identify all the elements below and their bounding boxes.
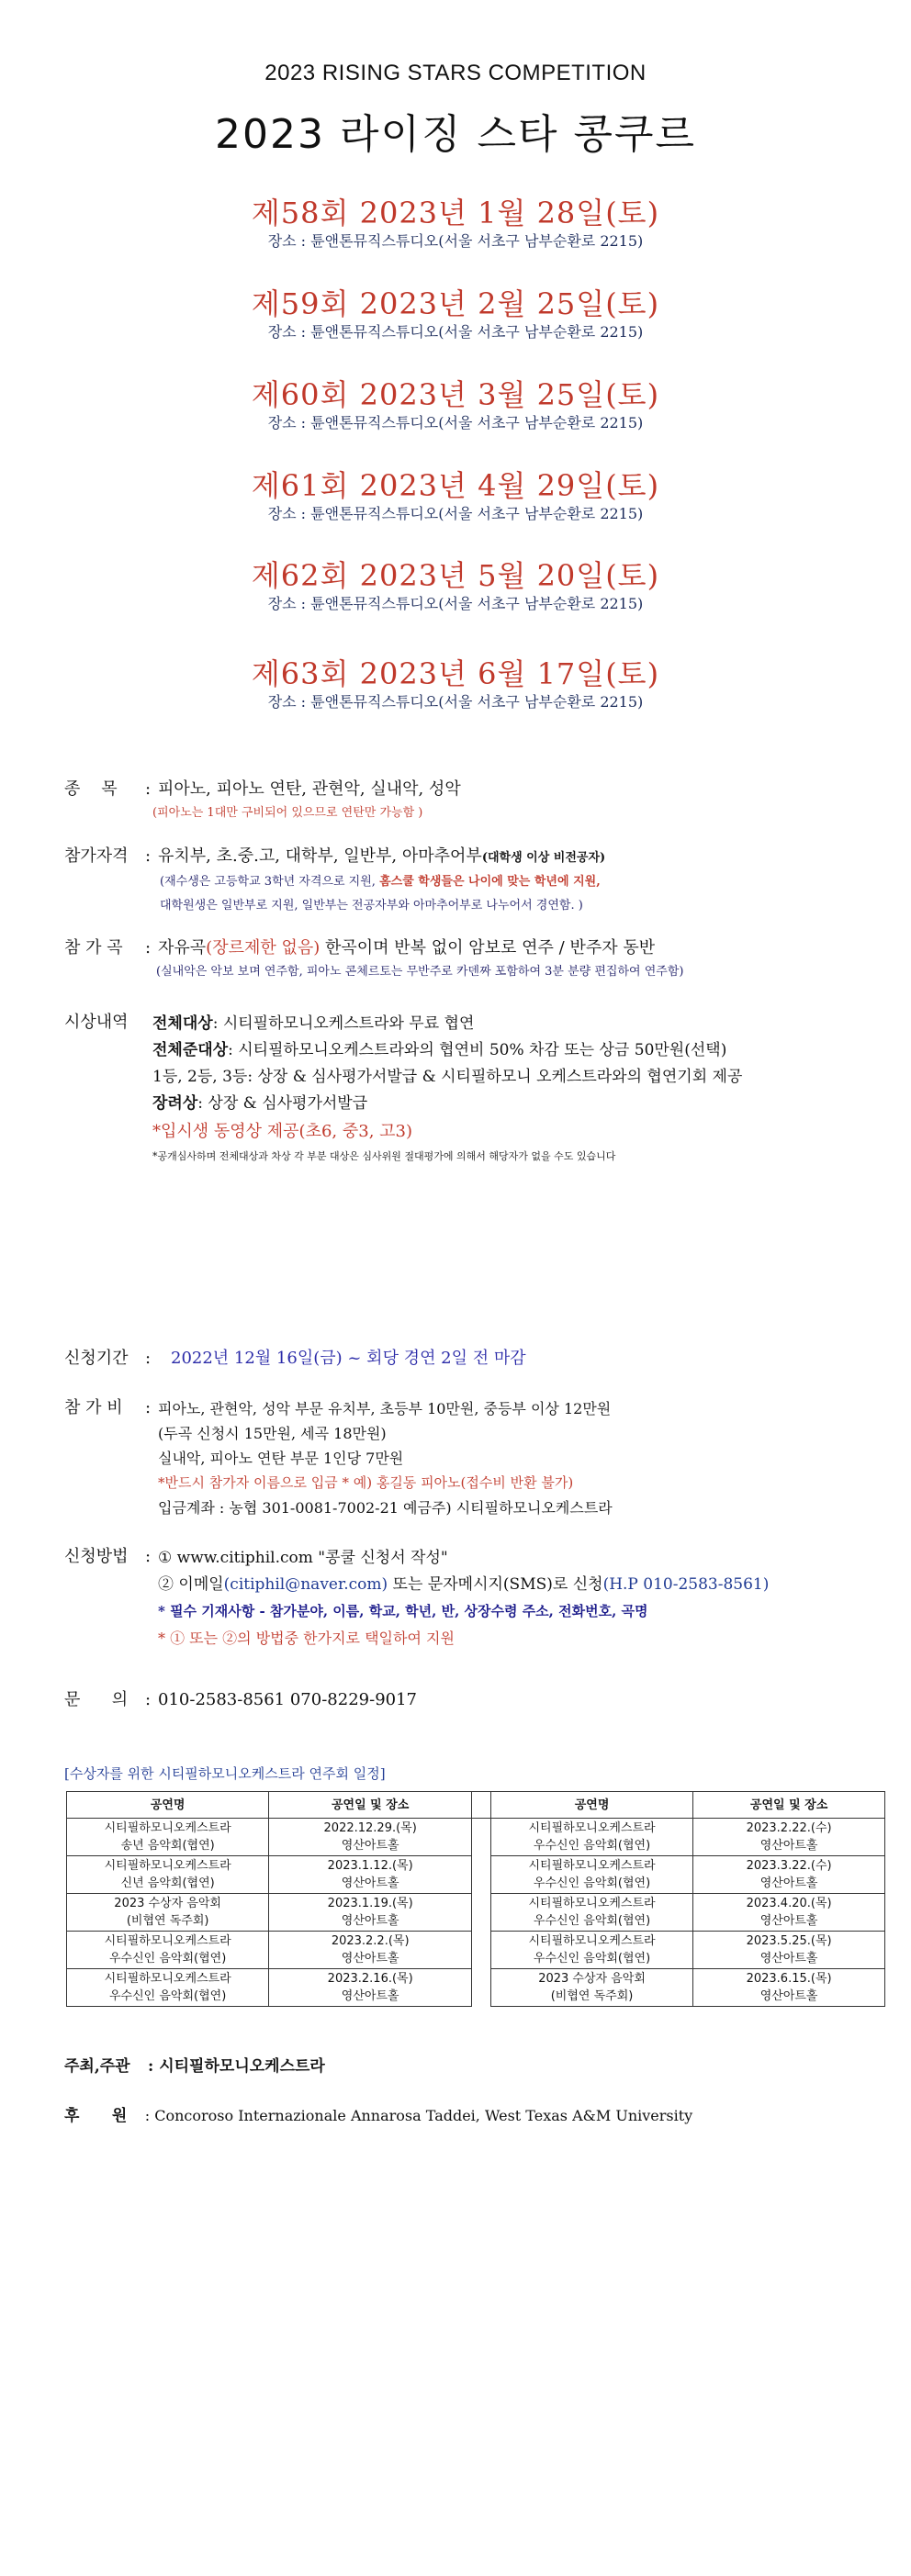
awards-label: 시상내역	[64, 1013, 129, 1032]
table-row	[67, 1969, 885, 2007]
host-value: : 시티필하모니오케스트라	[148, 2057, 325, 2076]
table-header-row	[67, 1792, 885, 1819]
cell-line: 시티필하모니오케스트라	[104, 1859, 231, 1873]
fee-line1: 피아노, 관현악, 성악 부문 유치부, 초등부 10만원, 중등부 이상 12만원	[158, 1400, 612, 1417]
cell-line: 2023.1.19.(목)	[327, 1897, 413, 1910]
round-venue: 장소 : 튠앤톤뮤직스튜디오(서울 서초구 남부순환로 2215)	[267, 505, 644, 522]
cell-line: 영산아트홀	[759, 1952, 818, 1966]
column-header: 공연일 및 장소	[269, 1792, 472, 1819]
round-title: 제62회 2023년 5월 20일(토)	[251, 558, 660, 593]
round-60	[0, 376, 911, 433]
eligibility-note-b: 홈스쿨 학생들은 나이에 맞는 학년에 지원,	[379, 875, 601, 889]
repertoire-value-a: 자유곡	[158, 938, 207, 958]
period-value: 2022년 12월 16일(금) ~ 회당 경연 2일 전 마감	[171, 1349, 526, 1368]
category-value: 피아노, 피아노 연탄, 관현악, 실내악, 성악	[158, 779, 461, 799]
cell-line: 영산아트홀	[341, 1914, 399, 1928]
cell-line: 2023.5.25.(목)	[746, 1934, 832, 1948]
round-venue: 장소 : 튠앤톤뮤직스튜디오(서울 서초구 남부순환로 2215)	[267, 414, 644, 431]
cell-line: 영산아트홀	[759, 1989, 818, 2003]
category-note: (피아노는 1대만 구비되어 있으므로 연탄만 가능함 )	[152, 806, 423, 820]
repertoire-value-c: 한곡이며 반복 없이 암보로 연주 / 반주자 동반	[320, 938, 656, 958]
cell-line: 영산아트홀	[759, 1876, 818, 1890]
awards-line1-value: : 시티필하모니오케스트라와 무료 협연	[212, 1014, 475, 1033]
fee-label: 참 가 비	[64, 1398, 123, 1417]
cell-line: 우수신인 음악회(협연)	[533, 1876, 651, 1890]
table-row	[67, 1856, 885, 1894]
cell-line: 시티필하모니오케스트라	[104, 1972, 231, 1986]
cell-line: 시티필하모니오케스트라	[528, 1897, 656, 1910]
round-venue: 장소 : 튠앤톤뮤직스튜디오(서울 서초구 남부순환로 2215)	[267, 323, 644, 341]
cell-line: 우수신인 음악회(협연)	[109, 1952, 227, 1966]
contact-value: 010-2583-8561 070-8229-9017	[158, 1690, 417, 1709]
cell-line: 2023.2.16.(목)	[327, 1972, 413, 1986]
round-title: 제58회 2023년 1월 28일(토)	[251, 196, 660, 230]
fee-line5: 입금계좌 : 농협 301-0081-7002-21 예금주) 시티필하모니오케스트라	[158, 1499, 613, 1517]
round-venue: 장소 : 튠앤톤뮤직스튜디오(서울 서초구 남부순환로 2215)	[267, 595, 644, 612]
cell-line: 2023.1.12.(목)	[327, 1859, 413, 1873]
round-title: 제61회 2023년 4월 29일(토)	[251, 468, 660, 503]
eligibility-suffix: (대학생 이상 비전공자)	[481, 851, 606, 865]
column-header: 공연명	[490, 1792, 692, 1819]
method-line2-c: 또는 문자메시지(SMS)로 신청	[388, 1575, 603, 1594]
cell-line: 시티필하모니오케스트라	[104, 1821, 231, 1835]
cell-line: 신년 음악회(협연)	[120, 1876, 215, 1890]
host-line	[64, 2053, 325, 2076]
round-venue: 장소 : 튠앤톤뮤직스튜디오(서울 서초구 남부순환로 2215)	[267, 693, 644, 711]
awards-line3: 1등, 2등, 3등: 상장 & 심사평가서발급 & 시티필하모니 오케스트라와의 협연기회 제공	[152, 1068, 743, 1086]
fee-line2: (두곡 신청시 15만원, 세곡 18만원)	[158, 1425, 387, 1442]
method-line4: * ① 또는 ②의 방법중 한가지로 택일하여 지원	[158, 1630, 455, 1647]
phone-number: (H.P 010-2583-8561)	[602, 1575, 770, 1594]
cell-line: 시티필하모니오케스트라	[104, 1934, 231, 1948]
awards-line4-label: 장려상	[152, 1094, 198, 1113]
cell-line: 시티필하모니오케스트라	[528, 1821, 656, 1835]
round-58	[0, 195, 911, 252]
round-59	[0, 286, 911, 342]
cell-line: 2023.2.2.(목)	[331, 1934, 410, 1948]
cell-line: 시티필하모니오케스트라	[528, 1859, 656, 1873]
title-english: 2023 RISING STARS COMPETITION	[264, 61, 647, 85]
cell-line: (비협연 독주회)	[550, 1989, 634, 2003]
column-header: 공연일 및 장소	[693, 1792, 885, 1819]
schedule-table	[66, 1791, 885, 2007]
cell-line: 2023 수상자 음악회	[114, 1897, 221, 1910]
cell-line: 우수신인 음악회(협연)	[109, 1989, 227, 2003]
cell-line: 영산아트홀	[341, 1876, 399, 1890]
cell-line: 시티필하모니오케스트라	[528, 1934, 656, 1948]
cell-line: 영산아트홀	[759, 1839, 818, 1853]
cell-line: 2023.2.22.(수)	[746, 1821, 832, 1835]
awards-line2-label: 전체준대상	[152, 1041, 229, 1059]
title-korean: 2023 라이징 스타 콩쿠르	[215, 111, 696, 158]
eligibility-note-2: 대학원생은 일반부로 지원, 일반부는 전공자부와 아마추어부로 나누어서 경연함. )	[160, 899, 583, 913]
cell-line: 우수신인 음악회(협연)	[533, 1914, 651, 1928]
poster-page: 2023 RISING STARS COMPETITION 2023 라이징 스타 콩쿠르 제58회 2023년 1월 28일(토) 장소 : 튠앤톤뮤직스튜디오(서울 서초구 남부순환로 2215) 제59회 2023년 2월 25일(토) 장소 : 튠앤톤뮤직스튜디오(서울 서초구 남부순환로 2215) 제60회 2023년 3월 25일(토) 장소 : 튠앤톤뮤직스튜디오(서울 서초구 남부순환로 2215) 제61회 2023년 4월 29일(토) 장소 : 튠앤톤뮤직스튜디오(서울 서초구 남부순환로 2215) 제62회 2023년 5월 20일(토) 장소 : 튠앤톤뮤직스튜디오(서울 서초구 남부순환로 2215) 제63회 2023년 6월 17일(토) 장소 : 튠앤톤뮤직스튜디오(서울 서초구 남부순환로 2215) 종 목 : 피아노, 피아노 연탄, 관현악, 실내악, 성악 (피아노는 1대만 구비되어 있으므로 연탄만 가능함 ) 참가자격 : 유치부, 초.중.고, 대학부, 일반부, 아마추어부(대학생 이상 비전공자) (재수생은 고등학교 3학년 자격으로 지원, 홈스쿨 학생들은 나이에 맞는 학년에 지원, 대학원생은 일반부로 지원, 일반부는 전공자부와 아마추어부로 나누어서 경연함. ) 참 가 곡 : 자유곡(장르제한 없음) 한곡이며 반복 없이 암보로 연주 / 반주자 동반 (실내악은 악보 보며 연주함, 피아노 콘체르토는 무반주로 카덴짜 포함하여 3분 분량 편집하여 연주함) 시상내역 전체대상: 시티필하모니오케스트라와 무료 협연 전체준대상: 시티필하모니오케스트라와의 협연비 50% 차감 또는 상금 50만원(선택) 1등, 2등, 3등: 상장 & 심사평가서발급 & 시티필하모니 오케스트라와의 협연기회 제공 장려상: 상장 & 심사평가서발급 *입시생 동영상 제공(초6, 중3, 고3) *공개심사하며 전체대상과 차상 각 부분 대상은 심사위원 절대평가에 의해서 해당자가 없을 수도 있습니다 신청기간 : 2022년 12월 16일(금) ~ 회당 경연 2일 전 마감 참 가 비 : 피아노, 관현악, 성악 부문 유치부, 초등부 10만원, 중등부 이상 12만원 (두곡 신청시 15만원, 세곡 18만원) 실내악, 피아노 연탄 부문 1인당 7만원 *반드시 참가자 이름으로 입금 * 예) 홍길동 피아노(접수비 반환 불가) 입금계좌 : 농협 301-0081-7002-21 예금주) 시티필하모니오케스트라 신청방법 : ① www.citiphil.com "콩쿨 신청서 작성" ② 이메일(citiphil@naver.com) 또는 문자메시지(SMS)로 신청(H.P 010-2583-8561) * 필수 기재사항 - 참가분야, 이름, 학교, 학년, 반, 상장수령 주소, 전화번호, 곡명 * ① 또는 ②의 방법중 한가지로 택일하여 지원 문 의 : 010-2583-8561 070-8229-9017 [수상자를 위한 시티필하모니오케스트라 연주회 일정] 공연명 공연일 및 장소 공연명 공연일 및 장소 시티필하모니오케스트라 송년 음악회(협연) 2022.12.29.(목) 영산아트홀 시티필하모니오케스트라 우수신인 음악회(협연) 2023.2.22.(수) 영산아트홀 시티필하모니오케스트라 신년 음악회(협연) 2023.1.12.(목) 영산아트홀 시티필하모니오케스트라 우수신인 음악회(협연) 2023.3.22.(수) 영산아트홀 2023 수상자 음악회 (비협연 독주회) 2023.1.19.(목) 영산아트홀 시티필하모니오케스트라 우수신인 음악회(협연) 2023.4.20.(목) 영산아트홀 시티필하모니오케스트라 우수신인 음악회(협연) 2023.2.2.(목) 영산아트홀 시티필하모니오케스트라 우수신인 음악회(협연) 2023.5.25.(목) 영산아트홀 시티필하모니오케스트라 우수신인 음악회(협연) 2023.2.16.(목) 영산아트홀 2023 수상자 음악회 (비협연 독주회) 2023.6.15.(목) 영산아트홀 주최,주관 : 시티필하모니오케스트라 후 원 : Concoroso Internazionale Annarosa Taddei, West Texas A&M University	[0, 0, 911, 2576]
round-title: 제59회 2023년 2월 25일(토)	[251, 286, 660, 321]
email-link[interactable]: (citiphil@naver.com)	[223, 1575, 388, 1594]
cell-line: (비협연 독주회)	[126, 1914, 209, 1928]
category-label: 종 목	[64, 779, 118, 799]
cell-line: 2022.12.29.(목)	[323, 1821, 417, 1835]
eligibility-label: 참가자격	[64, 846, 129, 866]
cell-line: 2023.6.15.(목)	[746, 1972, 832, 1986]
cell-line: 송년 음악회(협연)	[120, 1839, 215, 1853]
host-label: 주최,주관	[64, 2057, 130, 2076]
method-line1: ① www.citiphil.com "콩쿨 신청서 작성"	[158, 1549, 448, 1567]
sponsor-line	[64, 2102, 692, 2125]
cell-line: 영산아트홀	[341, 1989, 399, 2003]
awards-line2-value: : 시티필하모니오케스트라와의 협연비 50% 차감 또는 상금 50만원(선택)	[228, 1041, 727, 1059]
contact-label: 문 의	[64, 1690, 129, 1709]
table-row	[67, 1894, 885, 1932]
cell-line: 2023.4.20.(목)	[746, 1897, 832, 1910]
round-title: 제60회 2023년 3월 25일(토)	[251, 377, 660, 412]
column-header: 공연명	[67, 1792, 269, 1819]
period-label: 신청기간	[64, 1349, 129, 1368]
method-line3: * 필수 기재사항 - 참가분야, 이름, 학교, 학년, 반, 상장수령 주소, 전화번호, 곡명	[158, 1603, 648, 1619]
table-row	[67, 1932, 885, 1969]
schedule-title: [수상자를 위한 시티필하모니오케스트라 연주회 일정]	[64, 1765, 386, 1782]
eligibility-note-a: (재수생은 고등학교 3학년 자격으로 지원,	[160, 875, 380, 889]
awards-line5: *입시생 동영상 제공(초6, 중3, 고3)	[152, 1122, 412, 1141]
eligibility-value: 유치부, 초.중.고, 대학부, 일반부, 아마추어부	[158, 846, 482, 866]
cell-line: 영산아트홀	[759, 1914, 818, 1928]
repertoire-note: (실내악은 악보 보며 연주함, 피아노 콘체르토는 무반주로 카덴짜 포함하여 3분 분량 편집하여 연주함)	[156, 965, 684, 979]
awards-line1-label: 전체대상	[152, 1014, 213, 1033]
round-title: 제63회 2023년 6월 17일(토)	[251, 656, 660, 691]
sponsor-label: 후 원	[64, 2107, 128, 2125]
repertoire-label: 참 가 곡	[64, 938, 123, 958]
fee-line4: *반드시 참가자 이름으로 입금 * 예) 홍길동 피아노(접수비 반환 불가)	[158, 1474, 574, 1491]
round-63	[0, 655, 911, 712]
cell-line: 2023.3.22.(수)	[746, 1859, 832, 1873]
table-row	[67, 1819, 885, 1856]
cell-line: 영산아트홀	[341, 1839, 399, 1853]
cell-line: 우수신인 음악회(협연)	[533, 1839, 651, 1853]
cell-line: 우수신인 음악회(협연)	[533, 1952, 651, 1966]
round-61	[0, 467, 911, 524]
method-line2-a: ② 이메일	[158, 1575, 224, 1594]
sponsor-value: : Concoroso Internazionale Annarosa Taddei, West Texas A&M University	[144, 2107, 693, 2124]
round-62	[0, 557, 911, 614]
awards-line4-value: : 상장 & 심사평가서발급	[197, 1094, 368, 1113]
fee-line3: 실내악, 피아노 연탄 부문 1인당 7만원	[158, 1450, 404, 1467]
round-venue: 장소 : 튠앤톤뮤직스튜디오(서울 서초구 남부순환로 2215)	[267, 232, 644, 250]
cell-line: 영산아트홀	[341, 1952, 399, 1966]
awards-note: *공개심사하며 전체대상과 차상 각 부분 대상은 심사위원 절대평가에 의해서 해당자가 없을 수도 있습니다	[152, 1150, 616, 1162]
method-label: 신청방법	[64, 1547, 129, 1566]
repertoire-value-b: (장르제한 없음)	[206, 938, 321, 958]
cell-line: 2023 수상자 음악회	[538, 1972, 646, 1986]
